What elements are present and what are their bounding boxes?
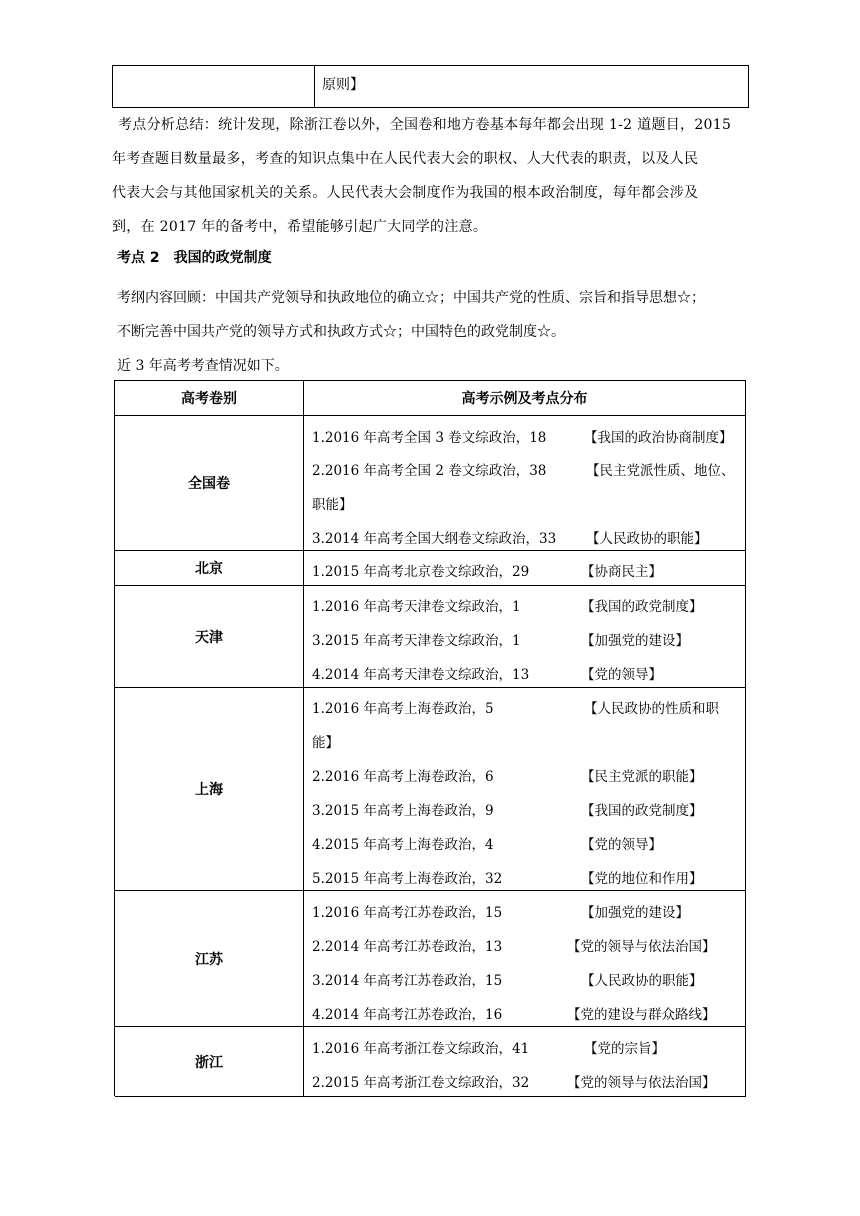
exam-entry: 2.2014 年高考江苏卷政治，13 xyxy=(312,939,503,955)
topic-tag: 【我国的政党制度】 xyxy=(581,599,703,615)
region-cell: 天津 xyxy=(115,586,304,687)
continued-table-left-cell xyxy=(113,66,315,107)
examples-cell xyxy=(304,551,746,585)
summary-line: 年考查题目数量最多，考查的知识点集中在人民代表大会的职权、人大代表的职责，以及人民 xyxy=(112,151,699,167)
table-row xyxy=(115,416,746,551)
exam-entry: 4.2015 年高考上海卷政治，4 xyxy=(312,837,494,853)
exam-entry: 1.2016 年高考上海卷政治，5 xyxy=(312,701,494,717)
section-heading: 考点 2 我国的政党制度 xyxy=(117,250,272,266)
exam-entry: 能】 xyxy=(312,735,339,751)
exam-entry: 1.2016 年高考天津卷文综政治，1 xyxy=(312,599,521,615)
topic-tag: 【民主党派性质、地位、 xyxy=(586,463,735,479)
table-header-row xyxy=(115,381,746,416)
region-cell: 江苏 xyxy=(115,891,304,1026)
exam-entry: 5.2015 年高考上海卷政治，32 xyxy=(312,871,503,887)
outline-line: 不断完善中国共产党的领导方式和执政方式☆；中国特色的政党制度☆。 xyxy=(117,324,565,340)
summary-line: 考点分析总结：统计发现，除浙江卷以外，全国卷和地方卷基本每年都会出现 1-2 道题目，2015 xyxy=(118,117,732,133)
examples-cell xyxy=(304,891,746,1026)
table-row xyxy=(115,551,746,586)
topic-tag: 【人民政协的职能】 xyxy=(586,531,708,547)
examples-cell xyxy=(304,688,746,890)
exam-entry: 1.2016 年高考浙江卷文综政治，41 xyxy=(312,1041,530,1057)
summary-line: 到，在 2017 年的备考中，希望能够引起广大同学的注意。 xyxy=(112,219,488,235)
exam-table xyxy=(114,380,746,1096)
topic-tag: 【党的地位和作用】 xyxy=(581,871,703,887)
table-row xyxy=(115,891,746,1027)
exam-entry: 职能】 xyxy=(312,497,353,513)
summary-line: 代表大会与其他国家机关的关系。人民代表大会制度作为我国的根本政治制度，每年都会涉及 xyxy=(112,185,699,201)
topic-tag: 【民主党派的职能】 xyxy=(581,769,703,785)
examples-cell xyxy=(304,416,746,550)
exam-entry: 1.2015 年高考北京卷文综政治，29 xyxy=(312,564,530,580)
topic-tag: 【党的宗旨】 xyxy=(584,1041,665,1057)
header-examples: 高考示例及考点分布 xyxy=(461,391,588,407)
region-cell: 上海 xyxy=(115,688,304,890)
exam-entry: 3.2015 年高考上海卷政治，9 xyxy=(312,803,494,819)
exam-entry: 4.2014 年高考天津卷文综政治，13 xyxy=(312,667,530,683)
intro-line: 近 3 年高考考查情况如下。 xyxy=(117,358,289,374)
region-cell: 浙江 xyxy=(115,1027,304,1096)
topic-tag: 【人民政协的职能】 xyxy=(581,973,703,989)
exam-entry: 3.2014 年高考江苏卷政治，15 xyxy=(312,973,503,989)
exam-entry: 1.2016 年高考江苏卷政治，15 xyxy=(312,905,503,921)
topic-tag: 【党的领导与依法治国】 xyxy=(567,939,716,955)
exam-entry: 3.2014 年高考全国大纲卷文综政治，33 xyxy=(312,531,557,547)
summary-paragraph xyxy=(112,108,748,244)
topic-tag: 【党的建设与群众路线】 xyxy=(567,1007,716,1023)
outline-line: 考纲内容回顾：中国共产党领导和执政地位的确立☆；中国共产党的性质、宗旨和指导思想☆； xyxy=(117,290,705,306)
examples-cell xyxy=(304,586,746,687)
exam-entry: 3.2015 年高考天津卷文综政治，1 xyxy=(312,633,521,649)
topic-tag: 【人民政协的性质和职 xyxy=(584,701,719,717)
topic-tag: 【协商民主】 xyxy=(581,564,662,580)
exam-entry: 2.2016 年高考上海卷政治，6 xyxy=(312,769,494,785)
topic-tag: 【我国的政治协商制度】 xyxy=(584,430,733,446)
topic-tag: 【加强党的建设】 xyxy=(581,633,689,649)
continued-table xyxy=(112,65,749,108)
topic-tag: 【党的领导】 xyxy=(581,667,662,683)
examples-cell xyxy=(304,1027,746,1096)
exam-entry: 2.2015 年高考浙江卷文综政治，32 xyxy=(312,1075,530,1091)
exam-entry: 2.2016 年高考全国 2 卷文综政治，38 xyxy=(312,463,547,479)
region-cell: 北京 xyxy=(115,551,304,585)
region-cell: 全国卷 xyxy=(115,416,304,550)
topic-tag: 【加强党的建设】 xyxy=(581,905,689,921)
topic-tag: 【党的领导与依法治国】 xyxy=(567,1075,716,1091)
continued-table-right-cell: 原则】 xyxy=(322,77,364,93)
topic-tag: 【我国的政党制度】 xyxy=(581,803,703,819)
topic-tag: 【党的领导】 xyxy=(581,837,662,853)
table-row xyxy=(115,1027,746,1097)
exam-entry: 4.2014 年高考江苏卷政治，16 xyxy=(312,1007,503,1023)
exam-entry: 1.2016 年高考全国 3 卷文综政治，18 xyxy=(312,430,547,446)
table-row xyxy=(115,688,746,891)
header-exam-type: 高考卷别 xyxy=(115,381,304,415)
table-row xyxy=(115,586,746,688)
